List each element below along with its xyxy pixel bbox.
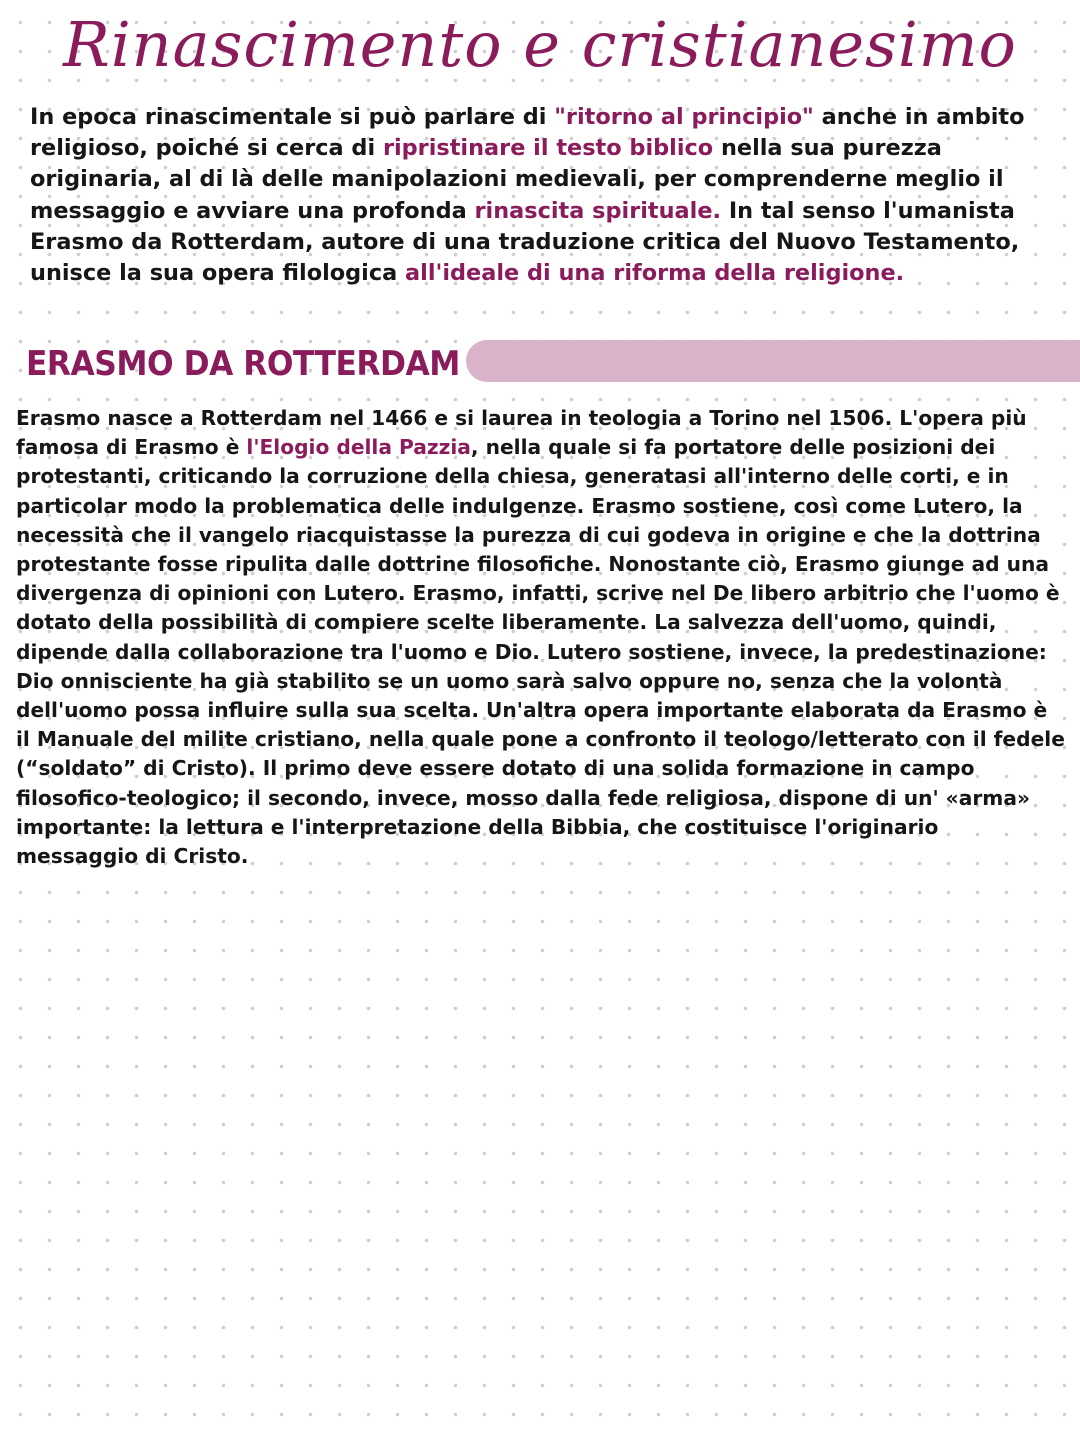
intro-paragraph bbox=[30, 102, 1070, 289]
section-title: ERASMO DA ROTTERDAM bbox=[26, 344, 460, 384]
intro-highlight-riforma: all'ideale di una riforma della religione. bbox=[405, 260, 905, 287]
intro-text-2: anche in ambito religioso, poiché si cerca di bbox=[30, 104, 1025, 162]
section-header bbox=[26, 336, 1080, 392]
intro-text-1: In epoca rinascimentale si può parlare di bbox=[30, 104, 555, 130]
intro-text-4: In tal senso l'umanista Erasmo da Rotterdam, autore di una traduzione critica del Nuovo Testamento, unisce la sua opera filologica bbox=[30, 197, 1020, 287]
body-highlight-elogio: l'Elogio della Pazzia bbox=[246, 435, 471, 460]
intro-text-3: nella sua purezza originaria, al di là delle manipolazioni medievali, per comprenderne meglio il messaggio e avviare una profonda bbox=[30, 135, 1004, 224]
intro-highlight-ritorno: "ritorno al principio" bbox=[554, 104, 814, 130]
intro-highlight-rinascita: rinascita spirituale. bbox=[474, 197, 722, 224]
intro-highlight-testo-biblico: ripristinare il testo biblico bbox=[382, 135, 714, 162]
erasmo-paragraph bbox=[16, 404, 1066, 871]
body-text-1: Erasmo nasce a Rotterdam nel 1466 e si laurea in teologia a Torino nel 1506. L'opera più famosa di Erasmo è bbox=[16, 406, 1027, 460]
body-text-2: , nella quale si fa portatore delle posizioni dei protestanti, criticando la corruzione della chiesa, generatasi all'interno delle corti, e in particolar modo la problematica delle indulgenze. Erasmo sostiene, così come Lutero, la necessità che il vangelo riacquistasse la purezza di cui godeva in origine e che la dottrina protestante fosse ripulita dalle dottrine filosofiche. Nonostante ciò, Erasmo giunge ad una divergenza di opinioni con Lutero. Erasmo, infatti, scrive nel De libero arbitrio che l'uomo è dotato della possibilità di compiere scelte liberamente. La salvezza dell'uomo, quindi, dipende dalla collaborazione tra l'uomo e Dio. Lutero sostiene, invece, la predestinazione: Dio onnisciente ha già stabilito se un uomo sarà salvo oppure no, senza che la volontà dell'uomo possa influire sulla sua scelta. Un'altra opera importante elaborata da Erasmo è il Manuale del milite cristiano, nella quale pone a confronto il teologo/letterato con il fedele (“soldato” di Cristo). Il primo deve essere dotato di una solida formazione in campo filosofico-teologico; il secondo, invece, mosso dalla fede religiosa, dispone di un' «arma» importante: la lettura e l'interpretazione della Bibbia, che costituisce l'originario messaggio di Cristo. bbox=[16, 435, 1065, 869]
page-title: Rinascimento e cristianesimo bbox=[63, 8, 1017, 81]
section-header-bar bbox=[466, 340, 1080, 382]
